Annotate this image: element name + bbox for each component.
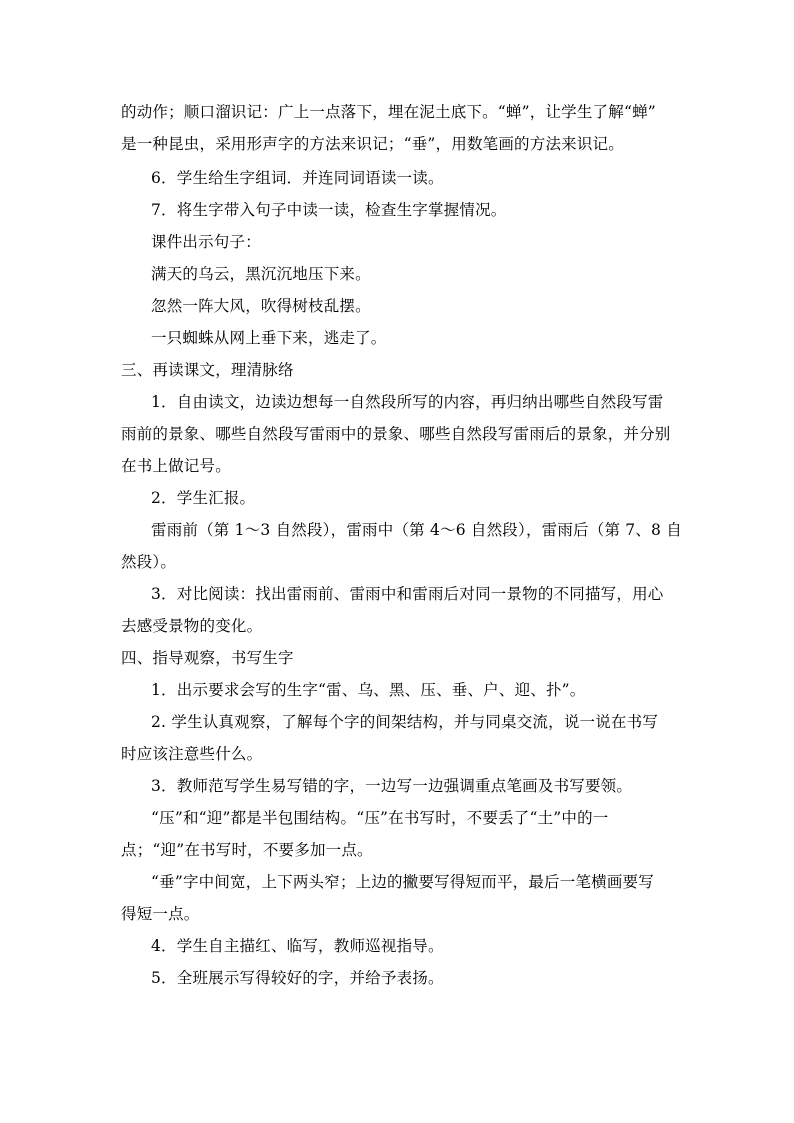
list-item: 2. 学生认真观察，了解每个字的间架结构，并与同桌交流，说一说在书写	[151, 713, 659, 731]
text-line: 雷雨前（第 1～3 自然段），雷雨中（第 4～6 自然段），雷雨后（第 7、8 自	[151, 521, 682, 539]
list-item: 3．对比阅读：找出雷雨前、雷雨中和雷雨后对同一景物的不同描写，用心	[151, 585, 664, 603]
text-line: 是一种昆虫，采用形声字的方法来识记；“垂”，用数笔画的方法来识记。	[121, 135, 624, 153]
list-item: 1．出示要求会写的生字“雷、乌、黑、压、垂、户、迎、扑”。	[151, 681, 586, 699]
list-item: 2．学生汇报。	[151, 489, 256, 507]
text-line: 然段）。	[121, 553, 177, 571]
text-line: 点；“迎”在书写时，不要多加一点。	[121, 841, 373, 859]
list-item: 4．学生自主描红、临写，教师巡视指导。	[151, 937, 444, 955]
example-sentence: 一只蜘蛛从网上垂下来，逃走了。	[151, 329, 387, 347]
text-line: 得短一点。	[121, 905, 200, 923]
list-item: 5．全班展示写得较好的字，并给予表扬。	[151, 969, 444, 987]
text-line: 在书上做记号。	[121, 457, 231, 475]
text-line: 的动作；顺口溜识记：广上一点落下，埋在泥土底下。“蝉”，让学生了解“蝉”	[121, 103, 656, 121]
list-item: 1．自由读文，边读边想每一自然段所写的内容，再归纳出哪些自然段写雷	[151, 393, 664, 411]
section-heading: 四、指导观察，书写生字	[121, 649, 294, 667]
list-item: 6．学生给生字组词．并连同词语读一读。	[151, 169, 444, 187]
list-item: 7．将生字带入句子中读一读，检查生字掌握情况。	[151, 201, 507, 219]
example-sentence: 满天的乌云，黑沉沉地压下来。	[151, 265, 371, 283]
text-line: “垂”字中间宽，上下两头窄；上边的撇要写得短而平，最后一笔横画要写	[151, 873, 654, 891]
text-line: 去感受景物的变化。	[121, 617, 263, 635]
text-line: 时应该注意些什么。	[121, 745, 263, 763]
text-line: 课件出示句子：	[151, 233, 261, 251]
text-line: “压”和“迎”都是半包围结构。“压”在书写时，不要丢了“土”中的一	[151, 809, 609, 827]
example-sentence: 忽然一阵大风，吹得树枝乱摆。	[151, 297, 371, 315]
list-item: 3．教师范写学生易写错的字，一边写一边强调重点笔画及书写要领。	[151, 777, 633, 795]
section-heading: 三、再读课文，理清脉络	[121, 361, 294, 379]
text-line: 雨前的景象、哪些自然段写雷雨中的景象、哪些自然段写雷雨后的景象，并分别	[121, 425, 671, 443]
